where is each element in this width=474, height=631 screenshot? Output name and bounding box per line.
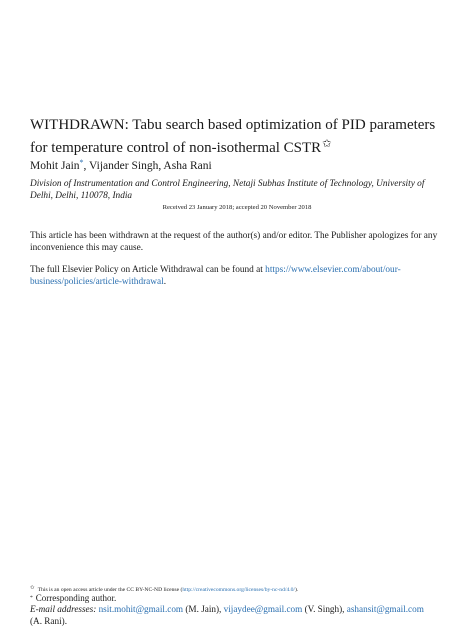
email-name-jain: (M. Jain), [183, 604, 224, 614]
author-list [30, 156, 212, 173]
policy-link[interactable]: https://www.elsevier.com/about/our-business/policies/article-withdrawal [30, 265, 401, 287]
license-link[interactable]: http://creativecommons.org/licenses/by-nc-nd/4.0/ [182, 587, 295, 593]
email-name-rani: (A. Rani). [30, 616, 67, 626]
email-name-singh: (V. Singh), [302, 604, 347, 614]
email-link-rani[interactable]: ashansit@gmail.com [346, 604, 424, 614]
author-mohit-jain: Mohit Jain [30, 160, 80, 172]
corresponding-author-mark[interactable]: * [79, 158, 84, 167]
title-footnote-star-icon[interactable]: ✩ [322, 138, 332, 150]
coauthors: , Vijander Singh, Asha Rani [83, 160, 212, 172]
article-title-text: WITHDRAWN: Tabu search based optimization of PID parameters for temperature control of non-isothermal CSTR [30, 117, 436, 156]
policy-tail: . [163, 277, 167, 287]
email-label: E-mail addresses: [30, 604, 97, 614]
asterisk-icon: * [30, 595, 33, 601]
received-dates: Received 23 January 2018; accepted 20 November 2018 [162, 204, 312, 211]
affiliation: Division of Instrumentation and Control Engineering, Netaji Subhas Institute of Technology, University of Delhi, Delhi, 110078, India [30, 179, 425, 201]
open-access-tail: ). [295, 587, 299, 593]
footnote-star-icon: ✩ [30, 585, 35, 591]
email-link-jain[interactable]: nsit.mohit@gmail.com [98, 604, 184, 614]
policy-paragraph [30, 264, 448, 288]
email-footnote [30, 603, 450, 627]
article-title [30, 116, 450, 158]
policy-lead-text: The full Elsevier Policy on Article Withdrawal can be found at [30, 265, 266, 275]
email-link-singh[interactable]: vijaydee@gmail.com [223, 604, 303, 614]
open-access-lead: This is an open access article under the CC BY-NC-ND license ( [37, 587, 183, 593]
corresponding-author-text: Corresponding author. [35, 593, 117, 603]
withdrawal-notice: This article has been withdrawn at the request of the author(s) and/or editor. The Publisher apologizes for any inconvenience this may cause. [30, 231, 438, 253]
